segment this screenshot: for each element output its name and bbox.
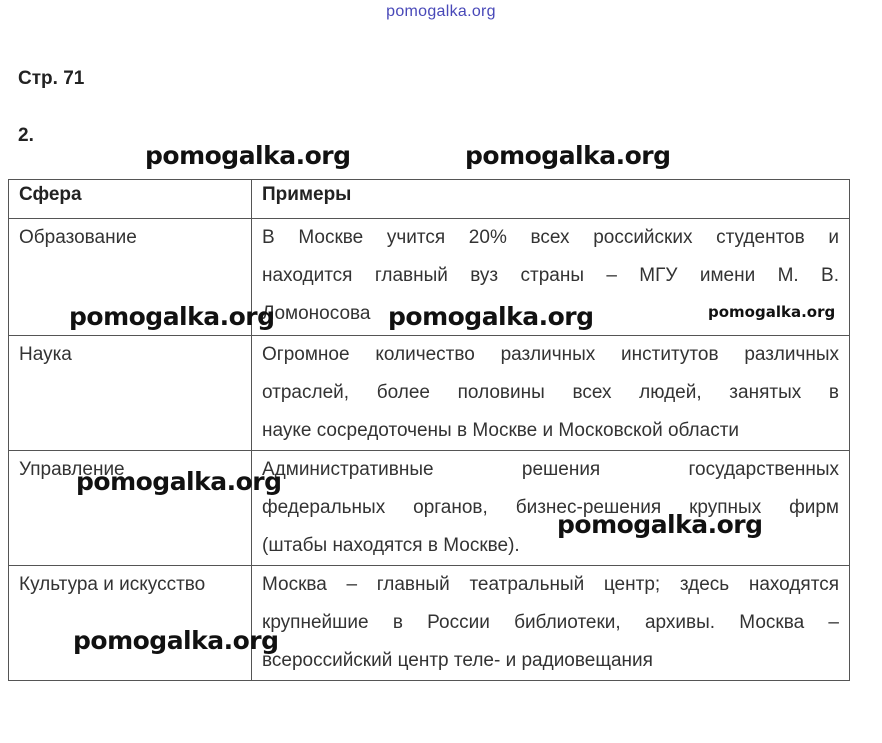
cell-examples	[252, 336, 850, 451]
watermark: pomogalka.org	[465, 141, 671, 170]
cell-sphere: Образование	[9, 219, 252, 336]
example-line: находится главный вуз страны – МГУ имени М. В.	[262, 265, 839, 286]
table-row	[9, 336, 850, 451]
example-line: (штабы находятся в Москве).	[262, 535, 520, 556]
example-line: Административные решения государственных	[262, 459, 839, 480]
cell-sphere: Наука	[9, 336, 252, 451]
watermark: pomogalka.org	[388, 302, 594, 331]
example-line: Ломоносова	[262, 303, 371, 324]
example-line: всероссийский центр теле- и радиовещания	[262, 650, 653, 671]
watermark: pomogalka.org	[145, 141, 351, 170]
watermark: pomogalka.org	[73, 626, 279, 655]
cell-examples	[252, 566, 850, 681]
site-watermark-top: pomogalka.org	[386, 3, 496, 20]
example-line: федеральных органов, бизнес-решения крупных фирм	[262, 497, 839, 518]
header-sphere: Сфера	[9, 180, 252, 219]
task-number: 2.	[18, 125, 34, 146]
watermark: pomogalka.org	[76, 467, 282, 496]
example-line: крупнейшие в России библиотеки, архивы. Москва –	[262, 612, 839, 633]
watermark: pomogalka.org	[557, 510, 763, 539]
example-line: Огромное количество различных институтов различных	[262, 344, 839, 365]
example-line: Москва – главный театральный центр; здесь находятся	[262, 574, 839, 595]
watermark: pomogalka.org	[69, 302, 275, 331]
header-examples: Примеры	[252, 180, 850, 219]
example-line: науке сосредоточены в Москве и Московской области	[262, 420, 740, 441]
cell-sphere: Культура и искусство	[9, 566, 252, 681]
table-row	[9, 566, 850, 681]
table-header-row	[9, 180, 850, 219]
spheres-table	[8, 179, 850, 681]
cell-sphere: Управление	[9, 451, 252, 566]
example-line: В Москве учится 20% всех российских студентов и	[262, 227, 839, 248]
example-line: отраслей, более половины всех людей, занятых в	[262, 382, 839, 403]
cell-examples	[252, 451, 850, 566]
page-reference: Стр. 71	[18, 68, 85, 89]
watermark: pomogalka.org	[708, 303, 836, 321]
